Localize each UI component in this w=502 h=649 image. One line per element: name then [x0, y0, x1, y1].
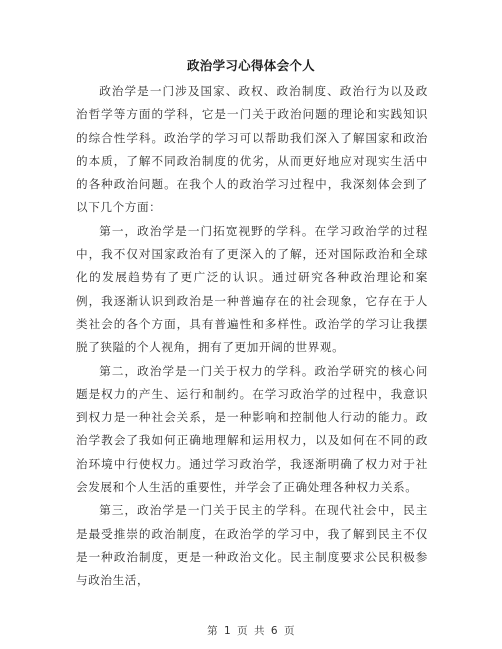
footer-total-label: 共	[254, 625, 265, 637]
paragraph-third-point: 第三，政治学是一门关于民主的学科。在现代社会中，民主是最受推崇的政治制度，在政治学的学习中，我了解到民主不仅是一种政治制度，更是一种政治文化。民主制度要求公民积极参与政治生活，	[76, 503, 428, 588]
page-footer	[0, 624, 502, 638]
footer-prefix: 第	[207, 625, 218, 637]
paragraph-first-point: 第一，政治学是一门拓宽视野的学科。在学习政治学的过程中，我不仅对国家政治有了更深入的了解，还对国际政治和全球化的发展趋势有了更广泛的认识。通过研究各种政治理论和案例，我逐渐认识到政治是一种普遍存在的社会现象，它存在于人类社会的各个方面，具有普遍性和多样性。政治学的学习让我摆脱了狭隘的个人视角，拥有了更加开阔的世界观。	[76, 223, 428, 355]
paragraph-second-point: 第二，政治学是一门关于权力的学科。政治学研究的核心问题是权力的产生、运行和制约。在学习政治学的过程中，我意识到权力是一种社会关系，是一种影响和控制他人行动的能力。政治学教会了我如何正确地理解和运用权力，以及如何在不同的政治环境中行使权力。通过学习政治学，我逐渐明确了权力对于社会发展和个人生活的重要性，并学会了正确处理各种权力关系。	[76, 363, 428, 495]
footer-total-unit: 页	[284, 625, 295, 637]
footer-total-pages: 6	[270, 625, 278, 637]
paragraph-intro: 政治学是一门涉及国家、政权、政治制度、政治行为以及政治哲学等方面的学科，它是一门关于政治问题的理论和实践知识的综合性学科。政治学的学习可以帮助我们深入了解国家和政治的本质，了解不同政治制度的优劣，从而更好地应对现实生活中的各种政治问题。在我个人的政治学习过程中，我深刻体会到了以下几个方面：	[76, 84, 428, 215]
footer-page-unit: 页	[237, 625, 248, 637]
document-title: 政治学习心得体会个人	[186, 58, 315, 73]
footer-page-number: 1	[224, 625, 232, 637]
document-body	[76, 80, 428, 593]
